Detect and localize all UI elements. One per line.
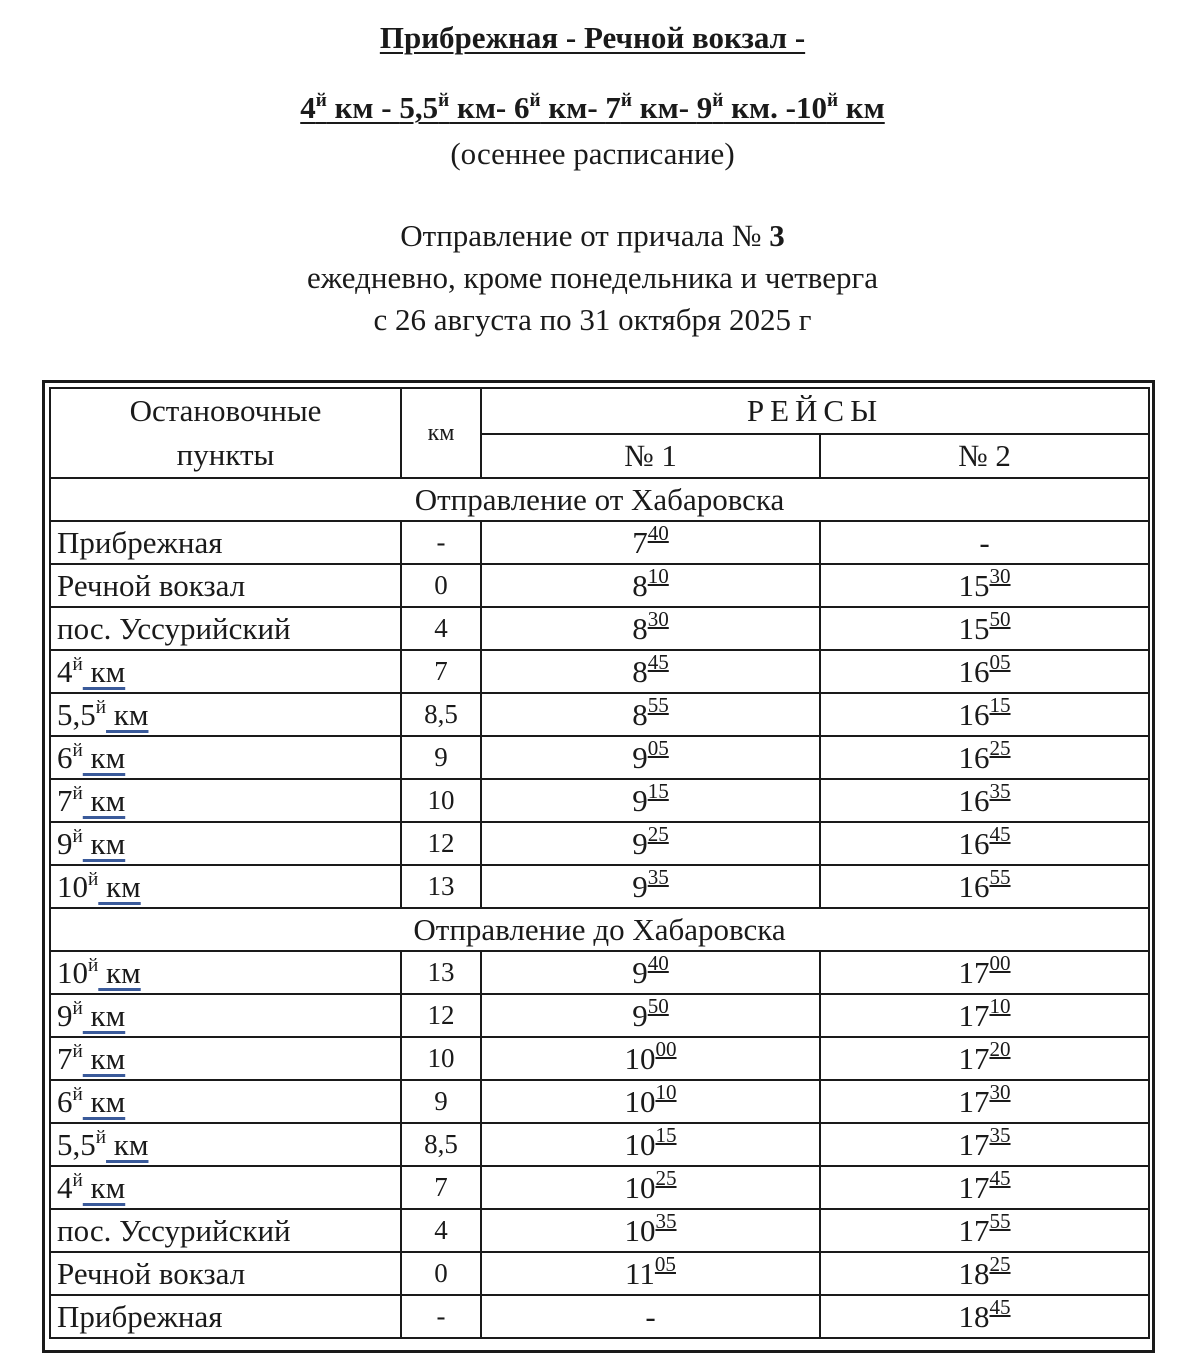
season-label: (осеннее расписание) bbox=[450, 136, 735, 171]
stop-km: 0 bbox=[401, 564, 481, 607]
trip1-time-hour: 10 bbox=[624, 1212, 656, 1248]
trip2-time bbox=[820, 1166, 1149, 1209]
validity-period: с 26 августа по 31 октября 2025 г bbox=[373, 302, 812, 337]
trip2-time bbox=[820, 779, 1149, 822]
trip1-time-minutes: 15 bbox=[647, 779, 669, 803]
stop-km: 0 bbox=[401, 1252, 481, 1295]
trip2-time-minutes: 45 bbox=[989, 822, 1011, 846]
trip1-time-hour: 7 bbox=[632, 524, 648, 560]
trip1-time-hour: 9 bbox=[632, 954, 648, 990]
trip2-time-minutes: 45 bbox=[989, 1166, 1011, 1190]
trip1-time-minutes: 25 bbox=[647, 822, 669, 846]
trip1-time bbox=[481, 822, 820, 865]
stop-km: 7 bbox=[401, 650, 481, 693]
trip2-time bbox=[820, 1295, 1149, 1338]
stop-name-unit: км bbox=[98, 868, 141, 904]
stop-name-unit: км bbox=[98, 954, 141, 990]
stop-name-number: 6 bbox=[57, 1083, 73, 1119]
stop-name bbox=[50, 822, 401, 865]
title-km-3: 7 bbox=[605, 90, 621, 125]
stop-name-unit: км bbox=[106, 1126, 149, 1162]
trip2-time-hour: 16 bbox=[958, 782, 990, 818]
stop-name-unit: км bbox=[106, 696, 149, 732]
trip1-time-minutes: 05 bbox=[654, 1252, 676, 1276]
trip1-time bbox=[481, 865, 820, 908]
trip2-time-hour: 18 bbox=[958, 1298, 990, 1334]
trip2-time bbox=[820, 1123, 1149, 1166]
trip2-time-hour: - bbox=[979, 524, 990, 560]
stop-name-suffix: й bbox=[72, 739, 83, 761]
trip2-time-hour: 17 bbox=[958, 1126, 990, 1162]
trip1-time-minutes: 35 bbox=[647, 865, 669, 889]
trip1-time bbox=[481, 736, 820, 779]
stop-name: Прибрежная bbox=[50, 1295, 401, 1338]
trip1-time-hour: 10 bbox=[624, 1083, 656, 1119]
table-row bbox=[50, 1080, 1149, 1123]
stop-name bbox=[50, 994, 401, 1037]
route-title-line2 bbox=[0, 88, 1185, 128]
stop-name bbox=[50, 693, 401, 736]
table-row bbox=[50, 693, 1149, 736]
stop-name bbox=[50, 951, 401, 994]
trip1-time bbox=[481, 779, 820, 822]
header-trip-2: № 2 bbox=[820, 434, 1149, 478]
stop-name bbox=[50, 779, 401, 822]
trip2-time-minutes: 05 bbox=[989, 650, 1011, 674]
trip1-time-minutes: 25 bbox=[655, 1166, 677, 1190]
trip2-time bbox=[820, 1252, 1149, 1295]
stop-name: Прибрежная bbox=[50, 521, 401, 564]
table-row bbox=[50, 1037, 1149, 1080]
stop-name-number: 6 bbox=[57, 739, 73, 775]
trip2-time-minutes: 30 bbox=[989, 1080, 1011, 1104]
trip1-time-minutes: 10 bbox=[655, 1080, 677, 1104]
stop-km: 9 bbox=[401, 1080, 481, 1123]
trip2-time bbox=[820, 521, 1149, 564]
trip1-time bbox=[481, 1037, 820, 1080]
trip2-time-hour: 17 bbox=[958, 1212, 990, 1248]
trip1-time-hour: - bbox=[645, 1298, 656, 1334]
trip2-time-hour: 16 bbox=[958, 696, 990, 732]
stop-name-number: 10 bbox=[57, 954, 88, 990]
trip1-time-hour: 8 bbox=[632, 610, 648, 646]
trip2-time-minutes: 35 bbox=[989, 1123, 1011, 1147]
trip1-time bbox=[481, 1295, 820, 1338]
trip2-time bbox=[820, 607, 1149, 650]
trip1-time-minutes: 55 bbox=[647, 693, 669, 717]
trip2-time bbox=[820, 1037, 1149, 1080]
stop-name-number: 7 bbox=[57, 1040, 73, 1076]
trip1-time bbox=[481, 951, 820, 994]
stop-km: 7 bbox=[401, 1166, 481, 1209]
trip1-time-hour: 9 bbox=[632, 997, 648, 1033]
title-km-unit-4: км. - bbox=[723, 90, 796, 125]
trip2-time-minutes: 25 bbox=[989, 736, 1011, 760]
trip2-time-hour: 17 bbox=[958, 997, 990, 1033]
pier-number: 3 bbox=[769, 218, 785, 253]
title-km-suffix-2: й bbox=[529, 90, 541, 112]
stop-name bbox=[50, 1080, 401, 1123]
trip1-time-minutes: 15 bbox=[655, 1123, 677, 1147]
stop-km: 13 bbox=[401, 865, 481, 908]
stop-km: - bbox=[401, 521, 481, 564]
table-row bbox=[50, 1166, 1149, 1209]
section-row-from bbox=[50, 478, 1149, 521]
trip2-time-hour: 17 bbox=[958, 1040, 990, 1076]
trip1-time-minutes: 50 bbox=[647, 994, 669, 1018]
header-stops-line2: пункты bbox=[176, 437, 275, 472]
title-km-unit-0: км - bbox=[326, 90, 400, 125]
trip2-time-minutes: 55 bbox=[989, 865, 1011, 889]
section-title-to: Отправление до Хабаровска bbox=[50, 908, 1149, 951]
stop-name-unit: км bbox=[82, 825, 126, 861]
header-stops-line1: Остановочные bbox=[129, 393, 322, 428]
title-km-5: 10 bbox=[795, 90, 827, 125]
schedule-table-frame bbox=[42, 380, 1155, 1353]
stop-km: 12 bbox=[401, 822, 481, 865]
section-title-from: Отправление от Хабаровска bbox=[50, 478, 1149, 521]
trip2-time bbox=[820, 865, 1149, 908]
trip1-time bbox=[481, 693, 820, 736]
stop-name-unit: км bbox=[82, 1169, 126, 1205]
trip2-time bbox=[820, 822, 1149, 865]
trip1-time bbox=[481, 521, 820, 564]
title-km-4: 9 bbox=[696, 90, 713, 125]
trip2-time-minutes: 35 bbox=[989, 779, 1011, 803]
trip2-time-hour: 16 bbox=[958, 653, 990, 689]
departure-pier-prefix: Отправление от причала № bbox=[400, 218, 770, 253]
stop-name: Речной вокзал bbox=[50, 564, 401, 607]
stop-name bbox=[50, 736, 401, 779]
stop-name-unit: км bbox=[82, 997, 126, 1033]
stop-name bbox=[50, 865, 401, 908]
stop-name-unit: км bbox=[82, 1083, 126, 1119]
trip1-time-minutes: 40 bbox=[647, 951, 669, 975]
trip2-time-minutes: 15 bbox=[989, 693, 1011, 717]
stop-name-suffix: й bbox=[95, 696, 107, 718]
stop-name-number: 4 bbox=[57, 653, 73, 689]
stop-name-unit: км bbox=[82, 653, 126, 689]
stop-name-suffix: й bbox=[72, 1040, 83, 1062]
table-row bbox=[50, 564, 1149, 607]
stop-name-suffix: й bbox=[72, 1169, 83, 1191]
title-km-suffix-0: й bbox=[315, 90, 327, 112]
trip2-time-minutes: 20 bbox=[989, 1037, 1011, 1061]
trip1-time bbox=[481, 1209, 820, 1252]
trip1-time-hour: 11 bbox=[625, 1255, 655, 1291]
header-stops bbox=[50, 388, 401, 478]
stop-name-suffix: й bbox=[72, 782, 83, 804]
stop-name: пос. Уссурийский bbox=[50, 607, 401, 650]
table-row bbox=[50, 1252, 1149, 1295]
table-row bbox=[50, 607, 1149, 650]
stop-name-number: 5,5 bbox=[57, 1126, 96, 1162]
stop-name-suffix: й bbox=[72, 1083, 83, 1105]
trip1-time-hour: 9 bbox=[632, 825, 648, 861]
stop-km: 4 bbox=[401, 607, 481, 650]
stop-name-unit: км bbox=[82, 1040, 126, 1076]
stop-name-number: 10 bbox=[57, 868, 88, 904]
title-km-0: 4 bbox=[300, 90, 316, 125]
stop-km: 12 bbox=[401, 994, 481, 1037]
trip2-time-hour: 18 bbox=[958, 1255, 990, 1291]
table-row bbox=[50, 822, 1149, 865]
trip2-time bbox=[820, 693, 1149, 736]
table-row bbox=[50, 521, 1149, 564]
trip2-time bbox=[820, 736, 1149, 779]
table-row bbox=[50, 779, 1149, 822]
trip2-time bbox=[820, 1080, 1149, 1123]
title-km-unit-5: км bbox=[838, 90, 885, 125]
stop-name: пос. Уссурийский bbox=[50, 1209, 401, 1252]
stop-km: 9 bbox=[401, 736, 481, 779]
trip1-time bbox=[481, 1252, 820, 1295]
trip2-time-hour: 17 bbox=[958, 954, 990, 990]
schedule-table bbox=[49, 387, 1150, 1339]
trip1-time-hour: 8 bbox=[632, 653, 648, 689]
stop-name-suffix: й bbox=[72, 997, 83, 1019]
trip1-time-hour: 8 bbox=[632, 567, 648, 603]
stop-name-suffix: й bbox=[72, 653, 83, 675]
stop-km: 10 bbox=[401, 779, 481, 822]
title-km-1: 5,5 bbox=[399, 90, 439, 125]
title-km-2: 6 bbox=[514, 90, 530, 125]
trip1-time bbox=[481, 1123, 820, 1166]
stop-name-number: 4 bbox=[57, 1169, 73, 1205]
trip1-time-minutes: 30 bbox=[647, 607, 669, 631]
stop-name-number: 5,5 bbox=[57, 696, 96, 732]
trip2-time-hour: 16 bbox=[958, 739, 990, 775]
trip2-time-hour: 16 bbox=[958, 868, 990, 904]
trip1-time bbox=[481, 994, 820, 1037]
trip1-time-minutes: 35 bbox=[655, 1209, 677, 1233]
title-km-unit-2: км- bbox=[540, 90, 606, 125]
title-km-suffix-1: й bbox=[438, 90, 450, 112]
table-row bbox=[50, 1123, 1149, 1166]
trip2-time-minutes: 45 bbox=[989, 1295, 1011, 1319]
stop-name: Речной вокзал bbox=[50, 1252, 401, 1295]
trip1-time-minutes: 05 bbox=[647, 736, 669, 760]
trip2-time bbox=[820, 564, 1149, 607]
section-row-to bbox=[50, 908, 1149, 951]
trip1-time-hour: 9 bbox=[632, 868, 648, 904]
table-row bbox=[50, 650, 1149, 693]
trip1-time-minutes: 45 bbox=[647, 650, 669, 674]
stop-name-number: 9 bbox=[57, 825, 73, 861]
trip2-time bbox=[820, 650, 1149, 693]
trip2-time-hour: 17 bbox=[958, 1083, 990, 1119]
title-km-unit-1: км- bbox=[449, 90, 515, 125]
trip2-time-hour: 15 bbox=[958, 567, 990, 603]
trip1-time-hour: 10 bbox=[624, 1126, 656, 1162]
trip2-time-minutes: 30 bbox=[989, 564, 1011, 588]
route-title-line2-text bbox=[300, 90, 885, 125]
route-title-line1-text: Прибрежная - Речной вокзал - bbox=[379, 20, 806, 55]
trip1-time-hour: 8 bbox=[632, 696, 648, 732]
title-km-suffix-4: й bbox=[712, 90, 724, 112]
stop-km: 13 bbox=[401, 951, 481, 994]
table-row bbox=[50, 1295, 1149, 1338]
departure-pier bbox=[0, 216, 1185, 256]
trip1-time-minutes: 00 bbox=[655, 1037, 677, 1061]
stop-name-unit: км bbox=[82, 739, 126, 775]
trip1-time bbox=[481, 607, 820, 650]
trip2-time bbox=[820, 951, 1149, 994]
stop-name-number: 7 bbox=[57, 782, 73, 818]
trip1-time-minutes: 40 bbox=[647, 521, 669, 545]
header-trips: РЕЙСЫ bbox=[481, 388, 1149, 434]
stop-name bbox=[50, 1037, 401, 1080]
stop-name bbox=[50, 1166, 401, 1209]
stop-name bbox=[50, 1123, 401, 1166]
trip2-time bbox=[820, 1209, 1149, 1252]
stop-name-suffix: й bbox=[88, 954, 99, 976]
trip2-time-hour: 16 bbox=[958, 825, 990, 861]
trip2-time-minutes: 00 bbox=[989, 951, 1011, 975]
trip1-time bbox=[481, 650, 820, 693]
trip2-time-hour: 17 bbox=[958, 1169, 990, 1205]
trip1-time bbox=[481, 564, 820, 607]
operating-days: ежедневно, кроме понедельника и четверга bbox=[307, 260, 878, 295]
table-row bbox=[50, 951, 1149, 994]
header-trip-1: № 1 bbox=[481, 434, 820, 478]
stop-name-suffix: й bbox=[95, 1126, 107, 1148]
table-row bbox=[50, 994, 1149, 1037]
trip1-time-hour: 9 bbox=[632, 739, 648, 775]
stop-km: 8,5 bbox=[401, 693, 481, 736]
route-title-line1 bbox=[0, 18, 1185, 58]
table-row bbox=[50, 865, 1149, 908]
trip1-time-hour: 10 bbox=[624, 1169, 656, 1205]
stop-km: - bbox=[401, 1295, 481, 1338]
trip1-time-hour: 10 bbox=[624, 1040, 656, 1076]
trip1-time-hour: 9 bbox=[632, 782, 648, 818]
title-km-unit-3: км- bbox=[631, 90, 697, 125]
trip2-time bbox=[820, 994, 1149, 1037]
trip2-time-hour: 15 bbox=[958, 610, 990, 646]
trip2-time-minutes: 10 bbox=[989, 994, 1011, 1018]
stop-name-number: 9 bbox=[57, 997, 73, 1033]
trip1-time bbox=[481, 1080, 820, 1123]
stop-km: 10 bbox=[401, 1037, 481, 1080]
title-km-suffix-5: й bbox=[826, 90, 839, 112]
stop-km: 4 bbox=[401, 1209, 481, 1252]
trip1-time-minutes: 10 bbox=[647, 564, 669, 588]
stop-name bbox=[50, 650, 401, 693]
trip2-time-minutes: 25 bbox=[989, 1252, 1011, 1276]
stop-name-unit: км bbox=[82, 782, 126, 818]
stop-name-suffix: й bbox=[72, 825, 83, 847]
stop-name-suffix: й bbox=[88, 868, 99, 890]
trip2-time-minutes: 55 bbox=[989, 1209, 1011, 1233]
trip1-time bbox=[481, 1166, 820, 1209]
trip2-time-minutes: 50 bbox=[989, 607, 1011, 631]
header-km: км bbox=[401, 388, 481, 478]
table-row bbox=[50, 736, 1149, 779]
stop-km: 8,5 bbox=[401, 1123, 481, 1166]
table-row bbox=[50, 1209, 1149, 1252]
title-km-suffix-3: й bbox=[620, 90, 632, 112]
